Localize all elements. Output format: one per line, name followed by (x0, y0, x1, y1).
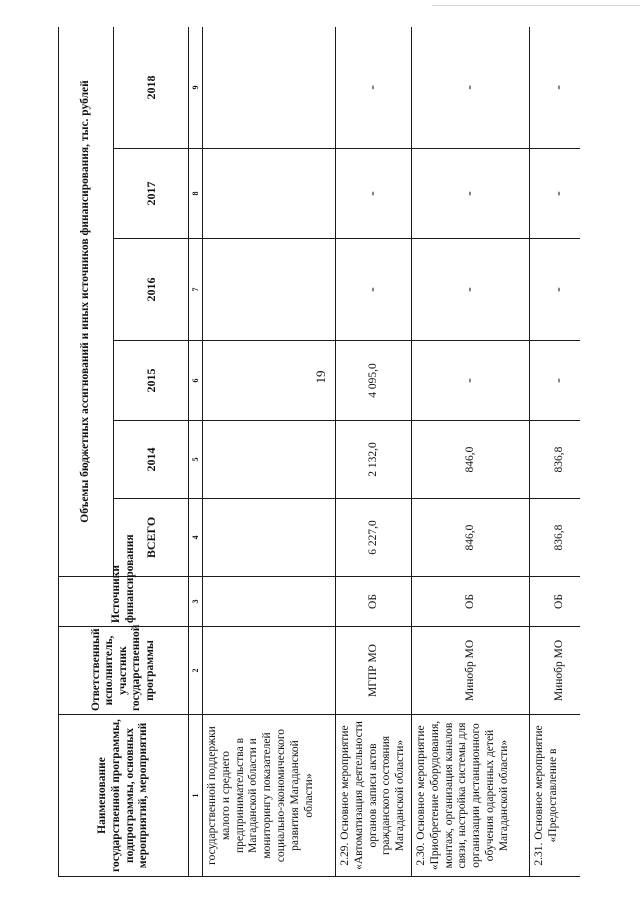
row-value-2016: - (336, 239, 412, 341)
row-name: 2.31. Основное мероприятие «Предоставление в (529, 715, 580, 877)
row-value-2015: - (529, 341, 580, 421)
row-name: 2.30. Основное мероприятие «Приобретение оборудования, монтаж, организация каналов связи, настройка системы для организации дистанционного обучения одаренных детей Магаданской области» (411, 715, 529, 877)
header-year-2017: 2017 (114, 149, 189, 239)
column-number: 5 (189, 421, 203, 499)
row-value-2017: - (529, 149, 580, 239)
row-value-2018 (203, 27, 336, 149)
column-number: 1 (189, 715, 203, 877)
header-year-2015: 2015 (114, 341, 189, 421)
header-year-2016: 2016 (114, 239, 189, 341)
table-row (336, 27, 412, 877)
header-volumes: Объемы бюджетных ассигнований и иных источников финансирования, тыс. рублей (59, 27, 114, 577)
row-name: 2.29. Основное мероприятие «Автоматизация деятельности органов записи актов гражданского состояния Магаданской области» (336, 715, 412, 877)
row-value-total: 836,8 (529, 499, 580, 577)
budget-table (58, 27, 580, 877)
row-value-2016: - (411, 239, 529, 341)
row-source: ОБ (529, 577, 580, 627)
header-year-2014: 2014 (114, 421, 189, 499)
header-name: Наименование государственной программы, подпрограммы, основных мероприятий, мероприятий (59, 715, 189, 877)
table-area (58, 27, 580, 877)
top-edge-line (432, 5, 640, 6)
row-value-2014 (203, 421, 336, 499)
row-value-total: 6 227,0 (336, 499, 412, 577)
row-value-2015: 4 095,0 (336, 341, 412, 421)
row-responsible: Минобр МО (411, 627, 529, 715)
row-value-2017 (203, 149, 336, 239)
column-number: 2 (189, 627, 203, 715)
table-row (529, 27, 580, 877)
row-value-2014: 2 132,0 (336, 421, 412, 499)
column-number: 4 (189, 499, 203, 577)
row-value-2016 (203, 239, 336, 341)
column-number: 7 (189, 239, 203, 341)
row-responsible: МГПР МО (336, 627, 412, 715)
column-number: 8 (189, 149, 203, 239)
row-value-2014: 846,0 (411, 421, 529, 499)
row-value-total: 846,0 (411, 499, 529, 577)
row-responsible (203, 627, 336, 715)
row-value-2018: - (529, 27, 580, 149)
row-value-2017: - (411, 149, 529, 239)
header-year-2018: 2018 (114, 27, 189, 149)
row-value-2018: - (411, 27, 529, 149)
row-source: ОБ (411, 577, 529, 627)
row-value-total (203, 499, 336, 577)
row-value-2017: - (336, 149, 412, 239)
table-row (411, 27, 529, 877)
header-sources: Источники финансирования (59, 577, 189, 627)
row-source: ОБ (336, 577, 412, 627)
row-source (203, 577, 336, 627)
row-name: государственной поддержки малого и среднего предпринимательства в Магаданской области и мониторингу показателей социально-экономического развития Магаданской области» (203, 715, 336, 877)
rotated-table-container (58, 27, 580, 877)
row-value-2015 (203, 341, 336, 421)
row-value-2018: - (336, 27, 412, 149)
column-number: 3 (189, 577, 203, 627)
row-responsible: Минобр МО (529, 627, 580, 715)
row-value-2016: - (529, 239, 580, 341)
column-number: 6 (189, 341, 203, 421)
column-number: 9 (189, 27, 203, 149)
header-year-total: ВСЕГО (114, 499, 189, 577)
row-value-2014: 836,8 (529, 421, 580, 499)
table-row (203, 27, 336, 877)
page-number: 19 (313, 370, 328, 384)
row-value-2015: - (411, 341, 529, 421)
header-responsible: Ответственный исполнитель, участник государственной программы (59, 627, 189, 715)
